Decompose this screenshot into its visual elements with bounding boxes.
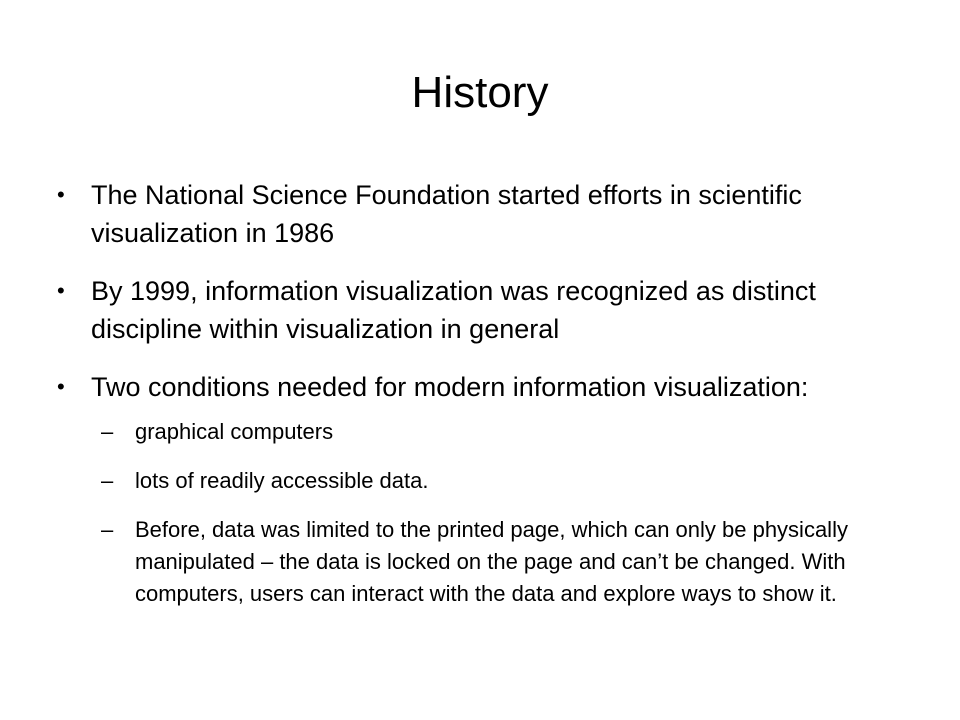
bullet-text: The National Science Foundation started efforts in scientific visualization in 1986 — [91, 180, 802, 248]
sub-bullet-item — [91, 416, 907, 448]
bullet-text: Two conditions needed for modern information visualization: — [91, 372, 809, 402]
bullet-item — [57, 368, 907, 610]
bullet-marker: • — [57, 278, 65, 303]
dash-marker: – — [101, 419, 114, 444]
sub-bullet-text: Before, data was limited to the printed page, which can only be physically manipulated – the data is locked on the page and can’t be changed. With computers, users can interact with the data and explore ways to show it. — [135, 517, 848, 606]
dash-marker: – — [101, 517, 114, 542]
bullet-list — [57, 176, 907, 630]
sub-bullet-text: graphical computers — [135, 419, 334, 444]
dash-marker: – — [101, 468, 114, 493]
sub-bullet-item — [91, 465, 907, 497]
sub-bullet-list — [91, 416, 907, 610]
bullet-marker: • — [57, 374, 65, 399]
bullet-item — [57, 176, 907, 252]
bullet-marker: • — [57, 182, 65, 207]
sub-bullet-text: lots of readily accessible data. — [135, 468, 429, 493]
bullet-text: By 1999, information visualization was recognized as distinct discipline within visualization in general — [91, 276, 816, 344]
bullet-item — [57, 272, 907, 348]
slide-title: History — [411, 68, 549, 117]
sub-bullet-item — [91, 514, 907, 610]
